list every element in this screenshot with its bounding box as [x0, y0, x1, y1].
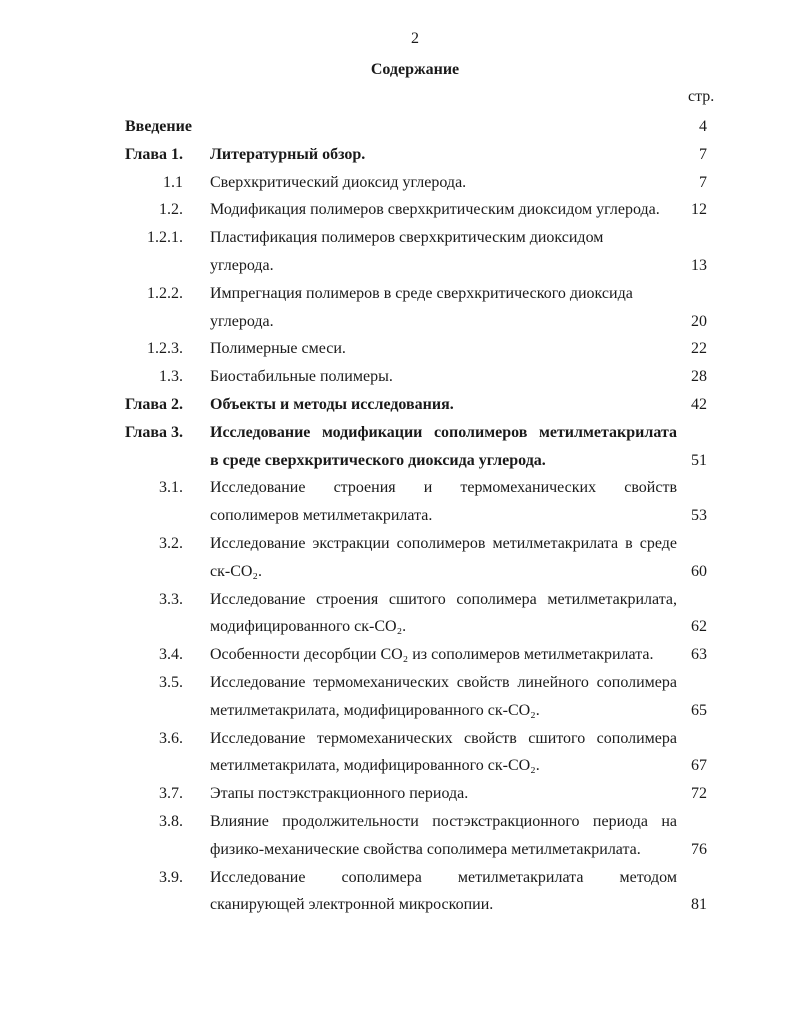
toc-entry-title: Исследование термомеханических свойств линейного сополимера — [210, 673, 677, 691]
toc-entry-continuation — [0, 836, 794, 864]
toc-entry-title: сканирующей электронной микроскопии. — [210, 896, 494, 914]
section-number: 3.9. — [159, 868, 183, 886]
chapter-number: Глава 2. — [125, 395, 183, 413]
chapter-number: Введение — [125, 118, 192, 135]
toc-entry — [0, 530, 794, 558]
toc-entry-title: Исследование сополимера метилметакрилата методом — [210, 868, 677, 886]
toc-entry-continuation — [0, 697, 794, 725]
table-of-contents — [0, 113, 794, 919]
page-column-label: стр. — [688, 88, 715, 105]
toc-page-number: 76 — [691, 840, 707, 858]
toc-entry-title: Импрегнация полимеров в среде сверхкритического диоксида — [210, 284, 633, 302]
toc-page-number: 67 — [691, 757, 707, 775]
toc-entry-title: сополимеров метилметакрилата. — [210, 507, 433, 525]
toc-entry-title: модифицированного ск-CO₂. — [210, 618, 407, 636]
toc-entry-continuation — [0, 308, 794, 336]
section-number: 1.2. — [159, 201, 183, 219]
toc-entry-title: Литературный обзор. — [210, 145, 366, 163]
chapter-number: Глава 1. — [125, 145, 183, 163]
section-number: 3.3. — [159, 590, 183, 608]
toc-entry-title: Полимерные смеси. — [210, 340, 346, 358]
toc-page-number: 7 — [699, 145, 707, 163]
toc-page-number: 42 — [691, 395, 707, 413]
toc-entry-continuation — [0, 558, 794, 586]
toc-entry-title: Модификация полимеров сверхкритическим диоксидом углерода. — [210, 201, 660, 219]
toc-page-number: 60 — [691, 562, 707, 580]
toc-entry-title: в среде сверхкритического диоксида углерода. — [210, 451, 546, 469]
toc-entry-title: углерода. — [210, 256, 274, 274]
toc-entry-title: Исследование модификации сополимеров метилметакрилата — [210, 423, 677, 441]
section-number: 3.2. — [159, 534, 183, 552]
section-number: 3.4. — [159, 646, 183, 664]
toc-entry-continuation — [0, 502, 794, 530]
toc-page-number: 20 — [691, 312, 707, 330]
section-number: 1.3. — [159, 368, 183, 386]
toc-entry — [0, 864, 794, 892]
toc-entry — [0, 586, 794, 614]
toc-page-number: 72 — [691, 785, 707, 803]
toc-entry-title: физико-механические свойства сополимера метилметакрилата. — [210, 840, 641, 858]
toc-entry-title: Биостабильные полимеры. — [210, 368, 393, 386]
toc-page-number: 51 — [691, 451, 707, 469]
toc-entry-title: Этапы постэкстракционного периода. — [210, 785, 469, 803]
toc-entry — [0, 780, 794, 808]
toc-entry-title: Особенности десорбции CO₂ из сополимеров метилметакрилата. — [210, 646, 654, 664]
toc-page-number: 53 — [691, 507, 707, 525]
toc-entry-title: Исследование строения и термомеханических свойств — [210, 479, 677, 497]
toc-entry — [0, 335, 794, 363]
toc-entry — [0, 725, 794, 753]
toc-entry-title: метилметакрилата, модифицированного ск-CO₂. — [210, 701, 540, 719]
toc-entry-title: Исследование экстракции сополимеров метилметакрилата в среде — [210, 534, 677, 552]
toc-entry-title: Исследование строения сшитого сополимера метилметакрилата, — [210, 590, 677, 608]
section-number: 1.2.3. — [147, 340, 183, 358]
section-number: 3.6. — [159, 729, 183, 747]
toc-entry — [0, 196, 794, 224]
chapter-number: Глава 3. — [125, 423, 183, 441]
section-number: 1.2.1. — [147, 229, 183, 247]
toc-entry-continuation — [0, 252, 794, 280]
toc-page-number: 12 — [691, 201, 707, 219]
section-number: 3.5. — [159, 673, 183, 691]
toc-entry-continuation — [0, 891, 794, 919]
toc-entry-title: Влияние продолжительности постэкстракционного периода на — [210, 812, 677, 830]
toc-entry — [0, 808, 794, 836]
section-number: 3.7. — [159, 785, 183, 803]
toc-entry-continuation — [0, 613, 794, 641]
section-number: 1.2.2. — [147, 284, 183, 302]
toc-entry-title: ск-CO₂. — [210, 562, 263, 580]
toc-page-number: 62 — [691, 618, 707, 636]
toc-page-number: 63 — [691, 646, 707, 664]
toc-entry — [0, 641, 794, 669]
toc-entry — [0, 363, 794, 391]
section-number: 1.1 — [163, 173, 183, 191]
toc-entry — [0, 141, 794, 169]
page-number: 2 — [411, 30, 419, 47]
toc-entry-continuation — [0, 752, 794, 780]
toc-entry-title: углерода. — [210, 312, 274, 330]
toc-entry — [0, 280, 794, 308]
toc-entry-title: Объекты и методы исследования. — [210, 395, 454, 413]
toc-page-number: 13 — [691, 256, 707, 274]
toc-entry-title: Пластификация полимеров сверхкритическим диоксидом — [210, 229, 604, 247]
toc-entry-title: метилметакрилата, модифицированного ск-CO₂. — [210, 757, 540, 775]
section-number: 3.1. — [159, 479, 183, 497]
toc-entry — [0, 419, 794, 447]
toc-entry — [0, 169, 794, 197]
toc-page-number: 28 — [691, 368, 707, 386]
toc-page-number: 81 — [691, 896, 707, 914]
toc-entry — [0, 474, 794, 502]
toc-page-number: 65 — [691, 701, 707, 719]
toc-entry — [0, 113, 794, 141]
section-number: 3.8. — [159, 812, 183, 830]
toc-entry-title: Исследование термомеханических свойств сшитого сополимера — [210, 729, 677, 747]
toc-entry-continuation — [0, 447, 794, 475]
toc-entry — [0, 391, 794, 419]
toc-entry — [0, 669, 794, 697]
toc-entry-title: Сверхкритический диоксид углерода. — [210, 173, 467, 191]
toc-page-number: 7 — [699, 173, 707, 191]
toc-entry — [0, 224, 794, 252]
toc-page-number: 4 — [699, 118, 707, 135]
page-title: Содержание — [370, 61, 460, 78]
toc-page-number: 22 — [691, 340, 707, 358]
